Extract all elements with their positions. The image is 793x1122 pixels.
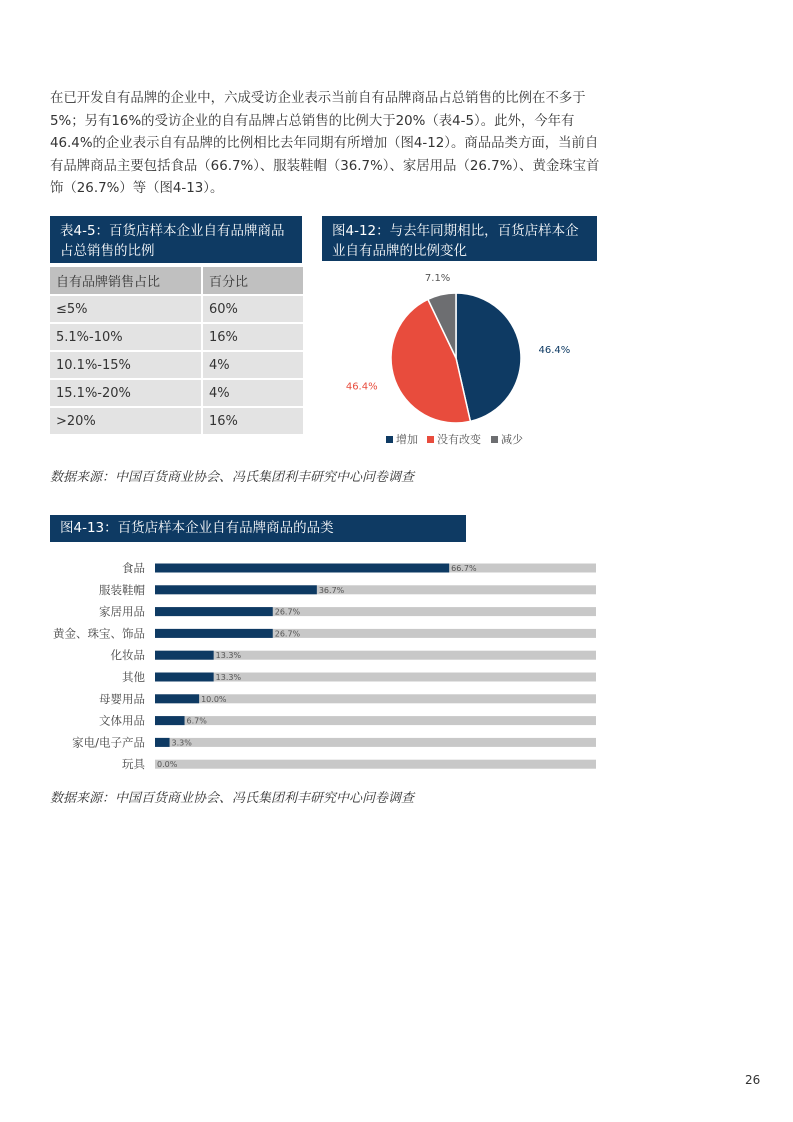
bar-track (155, 716, 596, 725)
table-row (50, 351, 303, 379)
pie-chart-4-12 (322, 270, 597, 450)
table-cell: 4% (202, 379, 303, 407)
category-label: 其他 (122, 670, 145, 684)
bar (155, 716, 185, 725)
category-label: 家电/电子产品 (72, 735, 145, 750)
table-cell: 16% (202, 407, 303, 435)
legend-swatch (427, 436, 434, 443)
legend-swatch (491, 436, 498, 443)
bar-value-label: 3.3% (171, 738, 192, 748)
data-source-note: 数据来源：中国百货商业协会、冯氏集团利丰研究中心问卷调查 (50, 470, 415, 485)
category-label: 食品 (122, 561, 145, 575)
pie-slice-label: 7.1% (424, 273, 451, 285)
bar (155, 694, 199, 703)
bar-value-label: 36.7% (318, 585, 345, 595)
column-header-percent: 百分比 (202, 267, 303, 295)
bar (155, 564, 449, 573)
bar (155, 607, 273, 616)
bar (155, 629, 273, 638)
category-label: 化妆品 (110, 648, 145, 663)
bar-track (155, 760, 596, 769)
pie-slice-label: 46.4% (538, 344, 571, 356)
table-cell: >20% (50, 407, 202, 435)
data-source-note: 数据来源：中国百货商业协会、冯氏集团利丰研究中心问卷调查 (50, 791, 415, 806)
table-cell: 10.1%-15% (50, 351, 202, 379)
table-4-5-title: 表4-5：百货店样本企业自有品牌商品占总销售的比例 (50, 216, 302, 263)
table-header-row (50, 267, 303, 295)
bar (155, 585, 317, 594)
bar (155, 673, 214, 682)
category-label: 母婴用品 (99, 691, 145, 706)
bar (155, 738, 170, 747)
category-label: 服装鞋帽 (99, 582, 145, 597)
table-cell: 5.1%-10% (50, 323, 202, 351)
figure-4-13-title: 图4-13：百货店样本企业自有品牌商品的品类 (50, 515, 466, 542)
table-cell: 60% (202, 295, 303, 323)
table-row (50, 407, 303, 435)
bar-value-label: 13.3% (215, 651, 242, 661)
category-label: 玩具 (122, 757, 145, 772)
bar-value-label: 10.0% (201, 694, 227, 704)
table-cell: 4% (202, 351, 303, 379)
bar-track (155, 738, 596, 747)
page-number: 26 (745, 1073, 761, 1087)
table-cell: 15.1%-20% (50, 379, 202, 407)
category-label: 家居用品 (99, 604, 145, 619)
table-cell: 16% (202, 323, 303, 351)
table-row (50, 323, 303, 351)
table-cell: ≤5% (50, 295, 202, 323)
category-label: 文体用品 (99, 713, 145, 728)
bar (155, 651, 214, 660)
table-4-5 (50, 267, 303, 436)
column-header-share: 自有品牌销售占比 (50, 267, 202, 295)
bar-value-label: 66.7% (451, 564, 477, 573)
legend-swatch (386, 436, 393, 443)
pie-slice-label: 46.4% (345, 381, 378, 393)
bar-chart-4-13 (40, 556, 600, 776)
table-row (50, 295, 303, 323)
legend-entry: 没有改变 (437, 433, 481, 446)
bar-value-label: 6.7% (186, 716, 207, 726)
bar-value-label: 0.0% (157, 760, 178, 770)
bar-value-label: 26.7% (274, 629, 301, 639)
bar-value-label: 26.7% (274, 607, 301, 617)
bar-value-label: 13.3% (215, 673, 242, 682)
figure-4-12-title: 图4-12：与去年同期相比，百货店样本企业自有品牌的比例变化 (322, 216, 597, 261)
legend-entry: 减少 (501, 433, 523, 446)
category-label: 黄金、珠宝、饰品 (53, 626, 145, 641)
table-row (50, 379, 303, 407)
legend-entry: 增加 (396, 433, 418, 446)
intro-paragraph: 在已开发自有品牌的企业中，六成受访企业表示当前自有品牌商品占总销售的比例在不多于5%；另有16%的受访企业的自有品牌占总销售的比例大于20%（表4-5）。此外，今年有46.4%的企业表示自有品牌的比例相比去年同期有所增加（图4-12）。商品品类方面，当前自有品牌商品主要包括食品（66.7%）、服装鞋帽（36.7%）、家居用品（26.7%）、黄金珠宝首饰（26.7%）等（图4-13）。 (50, 91, 600, 196)
